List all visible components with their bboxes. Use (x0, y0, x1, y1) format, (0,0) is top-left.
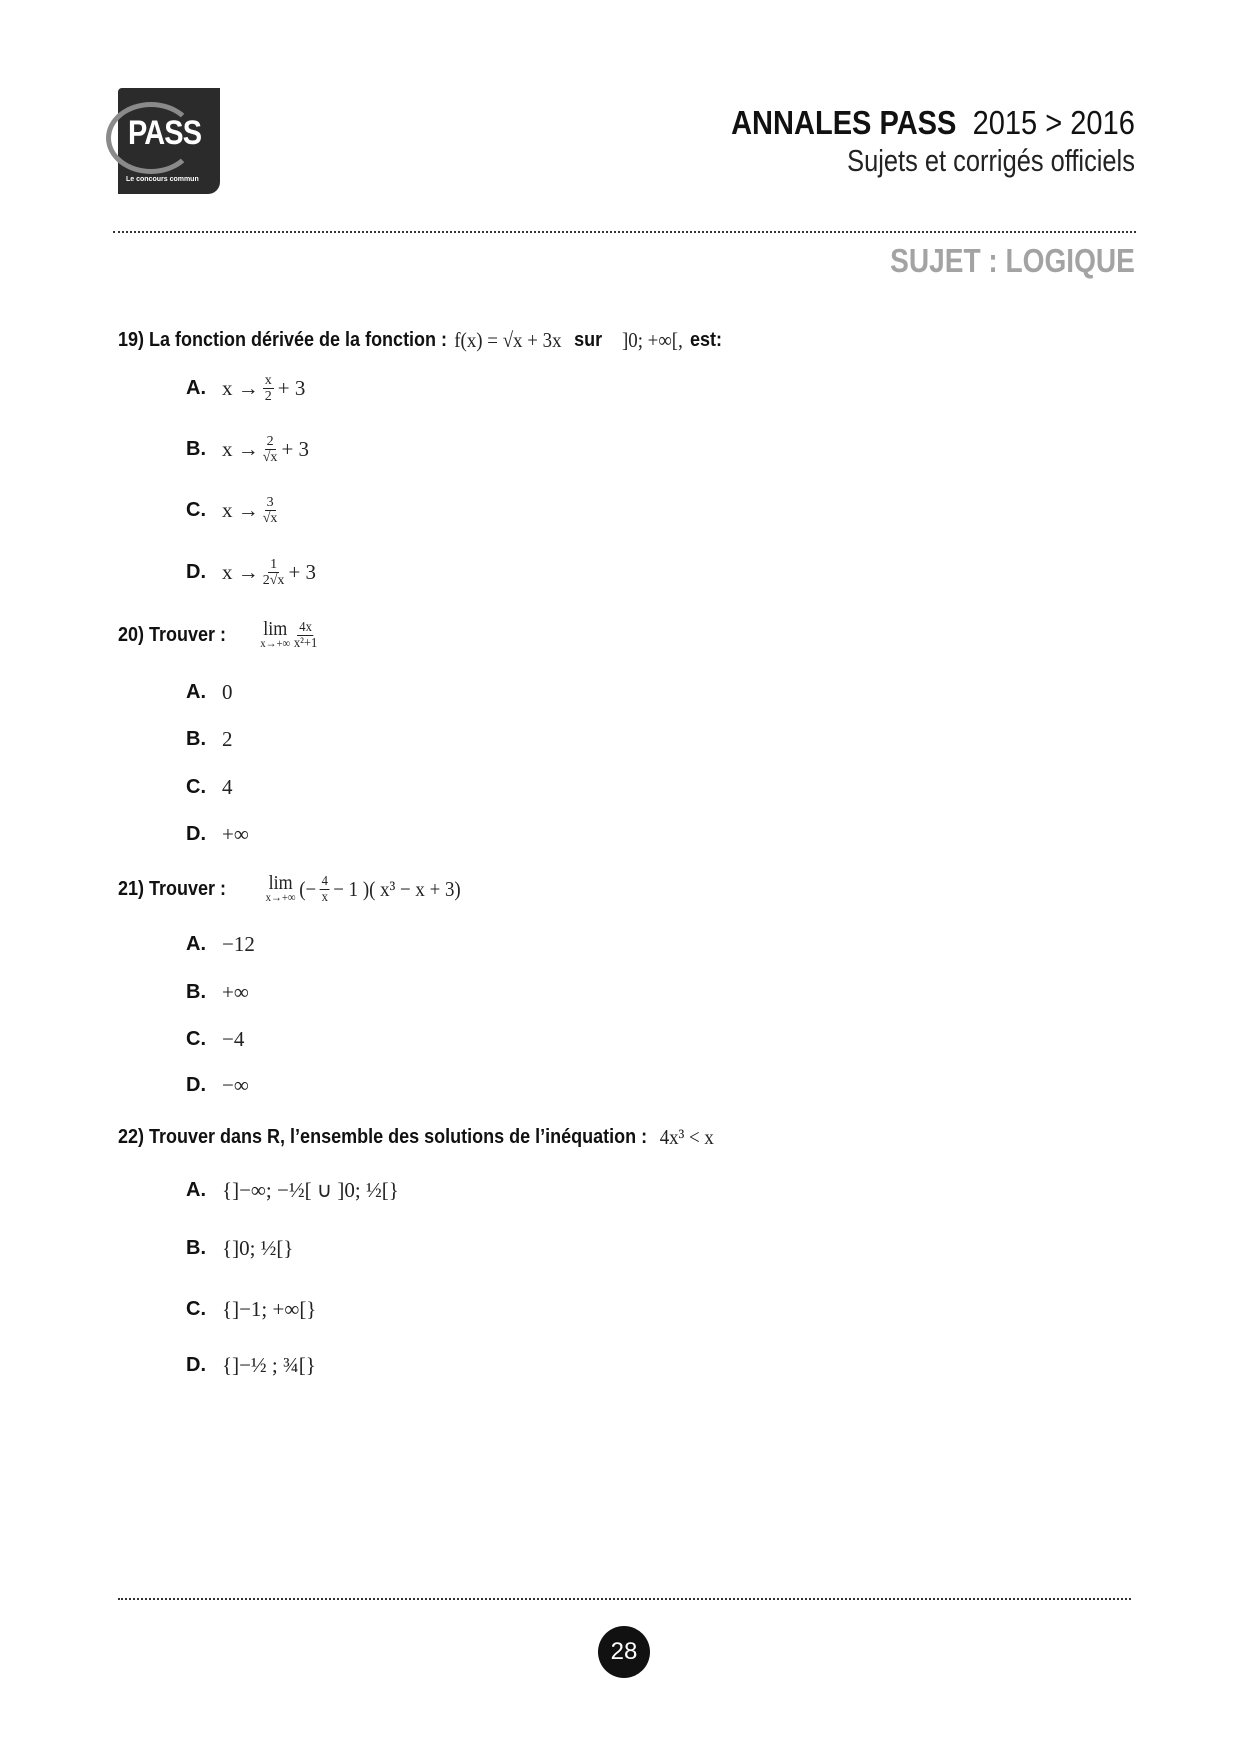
option-value: −4 (222, 1027, 245, 1051)
question-text: est: (690, 329, 723, 351)
option-math: + 3 (277, 376, 306, 400)
fraction-numerator: 2 (266, 434, 274, 449)
question-math: (− (299, 877, 317, 901)
question-22 (118, 1125, 714, 1150)
option-math: + 3 (288, 560, 317, 584)
question-20 (118, 617, 318, 651)
option-22a[interactable] (186, 1178, 399, 1203)
title-bold: ANNALES PASS (731, 104, 957, 141)
option-value: {]−½ ; ¾[} (222, 1353, 316, 1377)
option-value: −12 (222, 932, 255, 956)
option-22b[interactable] (186, 1236, 293, 1261)
header-divider (113, 231, 1136, 233)
option-19b[interactable] (186, 434, 309, 465)
fraction-numerator: 3 (266, 495, 274, 510)
fraction-numerator: 1 (270, 557, 278, 572)
section-title: SUJET : LOGIQUE (890, 242, 1135, 279)
option-letter: B. (186, 1237, 206, 1259)
question-math: ]0; +∞[, (621, 328, 683, 352)
option-value: 0 (222, 680, 233, 704)
option-letter: A. (186, 933, 206, 955)
option-letter: B. (186, 728, 206, 750)
title-years: 2015 > 2016 (972, 104, 1135, 141)
footer-divider (118, 1598, 1131, 1600)
option-letter: D. (186, 823, 206, 845)
option-letter: C. (186, 1028, 206, 1050)
option-value: −∞ (222, 1073, 249, 1097)
fraction-numerator: 4 (321, 874, 328, 889)
fraction-denominator: √x (262, 511, 278, 526)
logo-text: PASS (128, 114, 202, 152)
question-text: sur (574, 329, 603, 351)
fraction-denominator: x²+1 (293, 636, 318, 651)
fraction-denominator: √x (262, 450, 278, 465)
question-math: 4x³ < x (659, 1125, 714, 1149)
option-21a[interactable] (186, 932, 255, 957)
option-letter: B. (186, 438, 206, 460)
option-letter: A. (186, 1179, 206, 1201)
question-text: 19) La fonction dérivée de la fonction : (118, 329, 448, 351)
option-letter: B. (186, 981, 206, 1003)
option-20c[interactable] (186, 775, 233, 800)
option-value: {]−1; +∞[} (222, 1297, 317, 1321)
option-math: x → (222, 498, 259, 522)
logo-tagline: Le concours commun (126, 176, 199, 183)
question-text: 22) Trouver dans R, l’ensemble des solutions de l’inéquation : (118, 1126, 648, 1148)
option-value: +∞ (222, 822, 249, 846)
option-21c[interactable] (186, 1027, 244, 1052)
option-value: {]0; ½[} (222, 1236, 294, 1260)
option-19c[interactable] (186, 495, 277, 526)
option-math: + 3 (281, 437, 310, 461)
question-text: 21) Trouver : (118, 878, 227, 900)
option-value: {]−∞; −½[ ∪ ]0; ½[} (222, 1178, 399, 1202)
option-math: x → (222, 560, 259, 584)
option-letter: D. (186, 1354, 206, 1376)
option-21d[interactable] (186, 1073, 249, 1098)
document-title (731, 104, 1135, 142)
fraction-numerator: 4x (299, 620, 312, 635)
limit-subscript: x→+∞ (260, 635, 291, 650)
option-22d[interactable] (186, 1353, 316, 1378)
fraction-denominator: 2 (264, 389, 272, 404)
fraction-numerator: x (264, 373, 272, 388)
question-math: − 1 )( x³ − x + 3) (333, 877, 461, 901)
question-21 (118, 871, 461, 905)
option-20b[interactable] (186, 727, 233, 752)
option-letter: D. (186, 561, 206, 583)
limit-operator: lim (263, 617, 288, 640)
option-letter: A. (186, 681, 206, 703)
page-number: 28 (598, 1626, 650, 1678)
limit-subscript: x→+∞ (265, 889, 296, 904)
fraction-denominator: x (321, 890, 328, 905)
option-19d[interactable] (186, 557, 316, 588)
option-value: 4 (222, 775, 233, 799)
option-value: +∞ (222, 980, 249, 1004)
option-letter: A. (186, 377, 206, 399)
option-value: 2 (222, 727, 233, 751)
question-math: f(x) = √x + 3x (454, 328, 562, 352)
document-subtitle: Sujets et corrigés officiels (847, 143, 1135, 178)
option-21b[interactable] (186, 980, 249, 1005)
fraction-denominator: 2√x (262, 573, 285, 588)
option-letter: C. (186, 1298, 206, 1320)
option-20d[interactable] (186, 822, 249, 847)
option-letter: D. (186, 1074, 206, 1096)
limit-operator: lim (268, 871, 293, 894)
option-math: x → (222, 437, 259, 461)
option-letter: C. (186, 776, 206, 798)
question-19 (118, 328, 722, 353)
question-text: 20) Trouver : (118, 624, 227, 646)
pass-logo (118, 88, 220, 194)
option-22c[interactable] (186, 1297, 316, 1322)
option-19a[interactable] (186, 373, 305, 404)
option-20a[interactable] (186, 680, 233, 705)
option-letter: C. (186, 499, 206, 521)
option-math: x → (222, 376, 259, 400)
